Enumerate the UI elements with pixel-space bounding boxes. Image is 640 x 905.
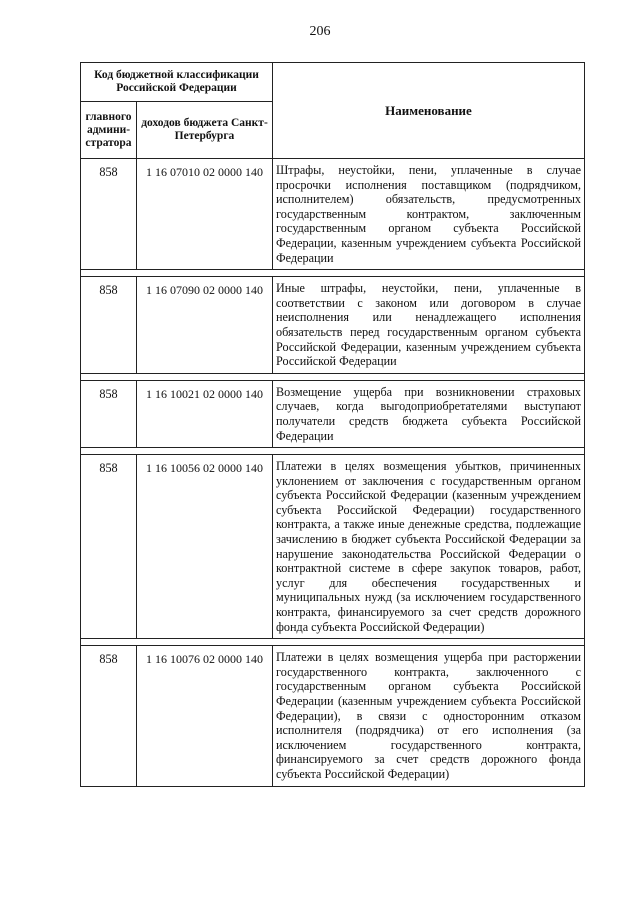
budget-classification-table xyxy=(80,62,585,787)
name-cell: Платежи в целях возмещения ущерба при расторжении государственного контракта, заключенного с государственным органом субъекта Российской Федерации (казенным учреждением субъекта Российской Федерации), в связи с односторонним отказом исполнителя (подрядчика) от его исполнения (за исключением государственного контракта, финансируемого за счет средств дорожного фонда субъекта Российской Федерации) xyxy=(273,646,585,786)
code-column-header: доходов бюджета Санкт-Петербурга xyxy=(137,102,273,159)
name-cell: Платежи в целях возмещения убытков, причиненных уклонением от заключения с государственным органом субъекта Российской Федерации (казенным учреждением субъекта Российской Федерации) государственного контракта, а также иные денежные средства, подлежащие зачислению в бюджет субъекта Российской Федерации за нарушение законодательства Российской Федерации о контрактной системе в сфере закупок товаров, работ, услуг для обеспечения государственных и муниципальных нужд (за исключением государственного контракта, финансируемого за счет средств дорожного фонда субъекта Российской Федерации) xyxy=(273,455,585,639)
table-row xyxy=(81,159,585,270)
name-column-header: Наименование xyxy=(273,63,585,159)
table-row xyxy=(81,646,585,786)
table-row xyxy=(81,380,585,447)
name-cell: Штрафы, неустойки, пени, уплаченные в случае просрочки исполнения поставщиком (подрядчиком, исполнителем) обязательств, предусмотренных государственным контрактом, заключенным государственным органом субъекта Российской Федерации, казенным учреждением субъекта Российской Федерации xyxy=(273,159,585,270)
admin-code-cell: 858 xyxy=(81,646,137,786)
row-gap xyxy=(81,448,585,455)
table-header-row xyxy=(81,63,585,102)
row-gap xyxy=(81,639,585,646)
income-code-cell: 1 16 07010 02 0000 140 xyxy=(137,159,273,270)
admin-code-cell: 858 xyxy=(81,380,137,447)
admin-code-cell: 858 xyxy=(81,159,137,270)
name-cell: Возмещение ущерба при возникновении страховых случаев, когда выгодоприобретателями выступают получатели средств бюджета субъекта Российской Федерации xyxy=(273,380,585,447)
admin-code-cell: 858 xyxy=(81,455,137,639)
table-row xyxy=(81,277,585,374)
row-gap xyxy=(81,270,585,277)
kbk-group-header: Код бюджетной классификации Российской Федерации xyxy=(81,63,273,102)
income-code-cell: 1 16 10076 02 0000 140 xyxy=(137,646,273,786)
admin-code-cell: 858 xyxy=(81,277,137,374)
table-row xyxy=(81,455,585,639)
admin-column-header: главного админи-стратора xyxy=(81,102,137,159)
income-code-cell: 1 16 10021 02 0000 140 xyxy=(137,380,273,447)
income-code-cell: 1 16 10056 02 0000 140 xyxy=(137,455,273,639)
page-number: 206 xyxy=(309,24,331,39)
income-code-cell: 1 16 07090 02 0000 140 xyxy=(137,277,273,374)
row-gap xyxy=(81,373,585,380)
name-cell: Иные штрафы, неустойки, пени, уплаченные в соответствии с законом или договором в случае неисполнения или ненадлежащего исполнения обязательств перед государственным органом субъекта Российской Федерации, казенным учреждением субъекта Российской Федерации xyxy=(273,277,585,374)
